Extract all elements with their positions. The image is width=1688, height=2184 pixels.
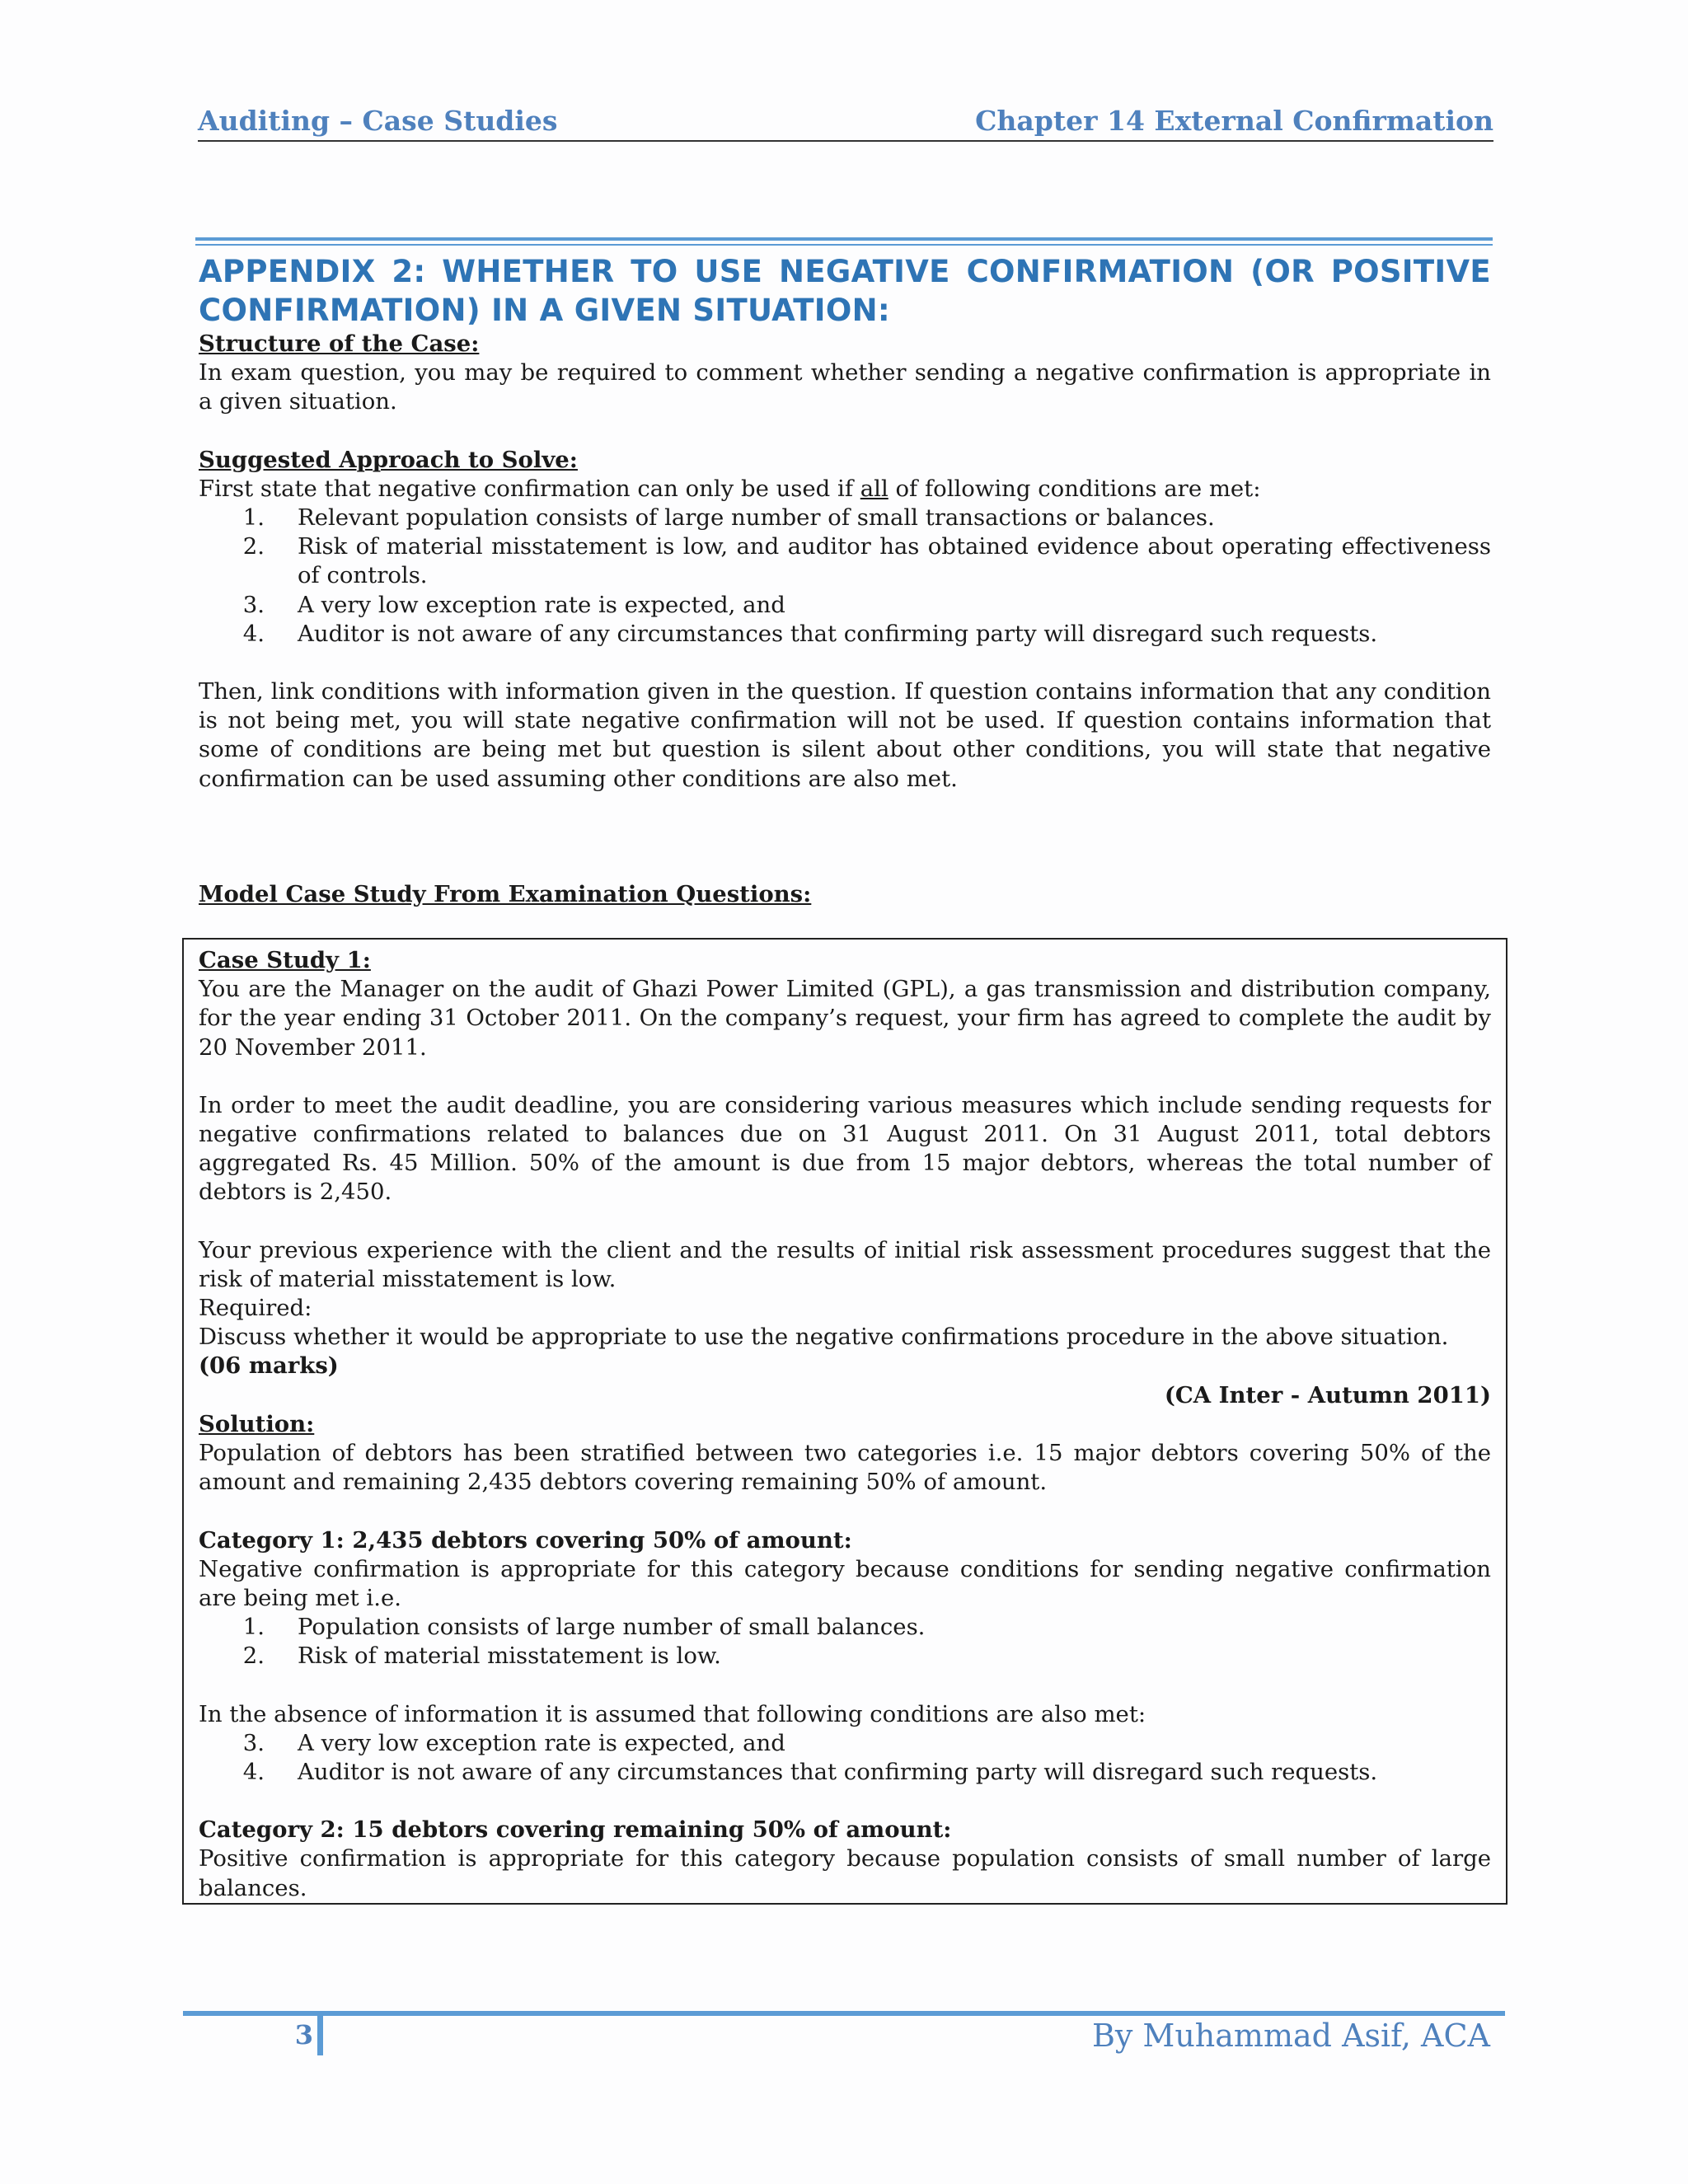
footer-page-bar — [317, 2011, 323, 2055]
conditions-list — [199, 504, 1491, 649]
structure-heading: Structure of the Case: — [199, 330, 480, 357]
top-divider — [195, 237, 1493, 241]
appendix-title: APPENDIX 2: WHETHER TO USE NEGATIVE CONFIRMATION (OR POSITIVE CONFIRMATION) IN A GIVEN SITUATION: — [199, 254, 1491, 328]
case-heading: Case Study 1: — [199, 947, 371, 974]
required-label: Required: — [199, 1295, 312, 1322]
category-1-heading: Category 1: 2,435 debtors covering 50% of amount: — [199, 1526, 852, 1554]
category-1-text: Negative confirmation is appropriate for this category because conditions for sending negative confirmation are being met i.e. — [199, 1555, 1491, 1611]
category-2-text: Positive confirmation is appropriate for this category because population consists of small number of large balances. — [199, 1845, 1491, 1901]
main-content — [199, 252, 1491, 1905]
structure-text: In exam question, you may be required to comment whether sending a negative confirmation is appropriate in a given situation. — [199, 359, 1491, 415]
list-item: 1. Relevant population consists of large number of small transactions or balances. — [242, 504, 1215, 532]
required-text: Discuss whether it would be appropriate to use the negative confirmations procedure in the above situation. (06 marks) — [199, 1324, 1449, 1380]
approach-intro-emphasis: all — [860, 475, 889, 502]
approach-conclusion: Then, link conditions with information given in the question. If question contains information that any condition is not being met, you will state negative confirmation will not be used. If question contains information that some of conditions are being met but question is silent about other conditions, you will state that negative confirmation can be used assuming other conditions are also met. — [199, 678, 1491, 792]
header-chapter-title: Chapter 14 External Confirmation — [975, 105, 1493, 137]
author-credit: By Muhammad Asif, ACA — [1091, 2018, 1490, 2054]
list-item: 4. Auditor is not aware of any circumstances that confirming party will disregard such requests. — [242, 620, 1378, 647]
exam-source: (CA Inter - Autumn 2011) — [1164, 1381, 1491, 1408]
solution-heading: Solution: — [199, 1410, 315, 1437]
case-para-1: You are the Manager on the audit of Ghazi Power Limited (GPL), a gas transmission and distribution company, for the year ending 31 October 2011. On the company’s request, your firm has agreed to complete the audit by 20 November 2011. — [199, 976, 1491, 1061]
list-item: 2. Risk of material misstatement is low, and auditor has obtained evidence about operating effectiveness of controls. — [242, 533, 1491, 589]
header-left-title: Auditing – Case Studies — [198, 105, 558, 137]
footer-divider — [183, 2011, 1505, 2016]
page-number: 3 — [294, 2019, 313, 2050]
marks-badge: (06 marks) — [199, 1352, 339, 1380]
case-para-2: In order to meet the audit deadline, you are considering various measures which include sending requests for negative confirmations related to balances due on 31 August 2011. On 31 August 2011, total debtors aggregated Rs. 45 Million. 50% of the amount is due from 15 major debtors, whereas the total number of debtors is 2,450. — [199, 1091, 1491, 1206]
list-item: 2. Risk of material misstatement is low. — [242, 1643, 721, 1670]
category-1-assumption: In the absence of information it is assumed that following conditions are also met: — [199, 1700, 1146, 1727]
category-2-heading: Category 2: 15 debtors covering remaining 50% of amount: — [199, 1816, 952, 1844]
category-1-list — [199, 1613, 1491, 1671]
model-heading: Model Case Study From Examination Questions: — [199, 880, 812, 907]
approach-intro: First state that negative confirmation can only be used if all of following conditions are met: — [199, 475, 1261, 502]
list-item: 1. Population consists of large number of small balances. — [242, 1614, 926, 1641]
approach-heading: Suggested Approach to Solve: — [199, 446, 578, 473]
case-study-box — [182, 938, 1507, 1905]
case-para-3: Your previous experience with the client and the results of initial risk assessment procedures suggest that the risk of material misstatement is low. — [199, 1236, 1491, 1292]
solution-text: Population of debtors has been stratified between two categories i.e. 15 major debtors covering 50% of the amount and remaining 2,435 debtors covering remaining 50% of amount. — [199, 1440, 1491, 1496]
list-item: 3. A very low exception rate is expected, and — [242, 1729, 785, 1756]
list-item: 3. A very low exception rate is expected, and — [242, 591, 785, 618]
list-item: 4. Auditor is not aware of any circumstances that confirming party will disregard such requests. — [242, 1758, 1378, 1785]
top-divider-thin — [195, 244, 1493, 246]
page-header — [198, 97, 1493, 142]
category-1-list-2 — [199, 1729, 1491, 1787]
